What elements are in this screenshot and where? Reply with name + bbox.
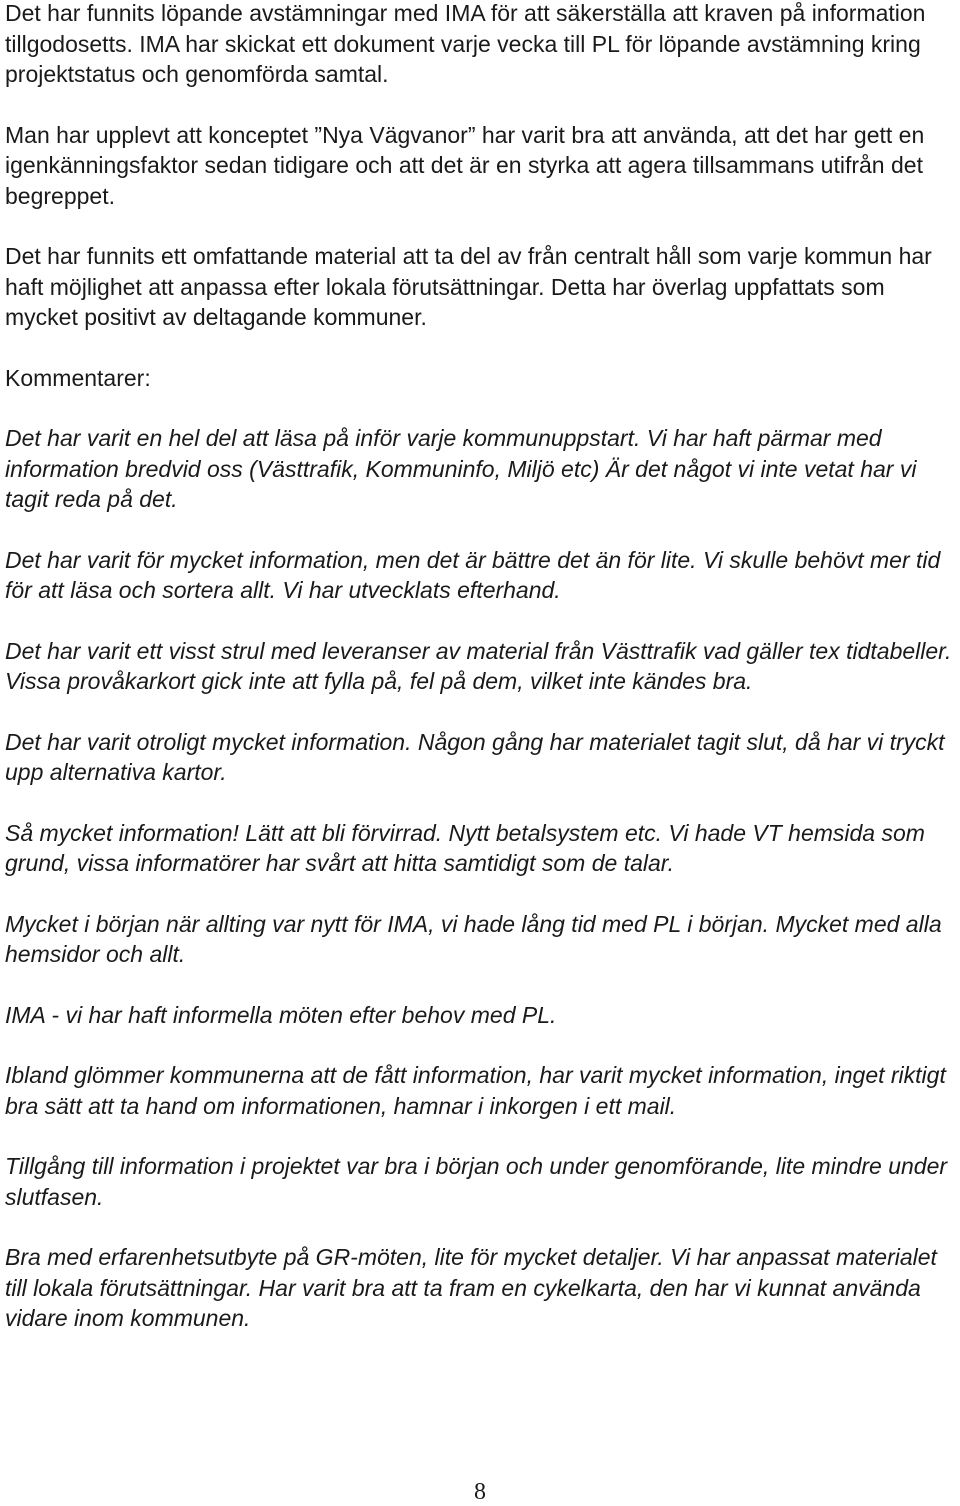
comment-paragraph: Ibland glömmer kommunerna att de fått information, har varit mycket information, inget riktigt bra sätt att ta hand om informationen, hamnar i inkorgen i ett mail. [5, 1062, 946, 1119]
comment-paragraph: Så mycket information! Lätt att bli förvirrad. Nytt betalsystem etc. Vi hade VT hemsida som grund, vissa informatörer har svårt att hitta samtidigt som de talar. [5, 819, 925, 876]
comments-heading: Kommentarer: [5, 364, 151, 391]
page-number: 8 [474, 1479, 486, 1505]
document-page [5, 0, 955, 1364]
comment-paragraph: Det har varit ett visst strul med leveranser av material från Västtrafik vad gäller tex tidtabeller. Vissa provåkarkort gick inte att fylla på, fel på dem, vilket inte kändes bra. [5, 637, 952, 694]
body-paragraph: Man har upplevt att konceptet ”Nya Vägvanor” har varit bra att använda, att det har gett en igenkänningsfaktor sedan tidigare och att det är en styrka att agera tillsammans utifrån det begreppet. [5, 121, 925, 209]
comment-paragraph: Det har varit en hel del att läsa på inför varje kommunuppstart. Vi har haft pärmar med information bredvid oss (Västtrafik, Kommuninfo, Miljö etc) Är det något vi inte vetat har vi tagit reda på det. [5, 425, 917, 512]
comment-paragraph: Bra med erfarenhetsutbyte på GR-möten, lite för mycket detaljer. Vi har anpassat materialet till lokala förutsättningar. Har varit bra att ta fram en cykelkarta, den har vi kunnat använda vidare inom kommunen. [5, 1244, 937, 1331]
body-paragraph: Det har funnits löpande avstämningar med IMA för att säkerställa att kraven på information tillgodosetts. IMA har skickat ett dokument varje vecka till PL för löpande avstämning kring projektstatus och genomförda samtal. [5, 0, 926, 87]
comment-paragraph: Det har varit otroligt mycket information. Någon gång har materialet tagit slut, då har vi tryckt upp alternativa kartor. [5, 728, 945, 785]
comment-paragraph: IMA - vi har haft informella möten efter behov med PL. [5, 1001, 557, 1028]
comment-paragraph: Mycket i början när allting var nytt för IMA, vi hade lång tid med PL i början. Mycket med alla hemsidor och allt. [5, 910, 942, 967]
comment-paragraph: Det har varit för mycket information, men det är bättre det än för lite. Vi skulle behövt mer tid för att läsa och sortera allt. Vi har utvecklats efterhand. [5, 546, 941, 603]
comment-paragraph: Tillgång till information i projektet var bra i början och under genomförande, lite mindre under slutfasen. [5, 1153, 948, 1210]
body-paragraph: Det har funnits ett omfattande material att ta del av från centralt håll som varje kommun har haft möjlighet att anpassa efter lokala förutsättningar. Detta har överlag uppfattats som mycket positivt av deltagande kommuner. [5, 243, 932, 330]
